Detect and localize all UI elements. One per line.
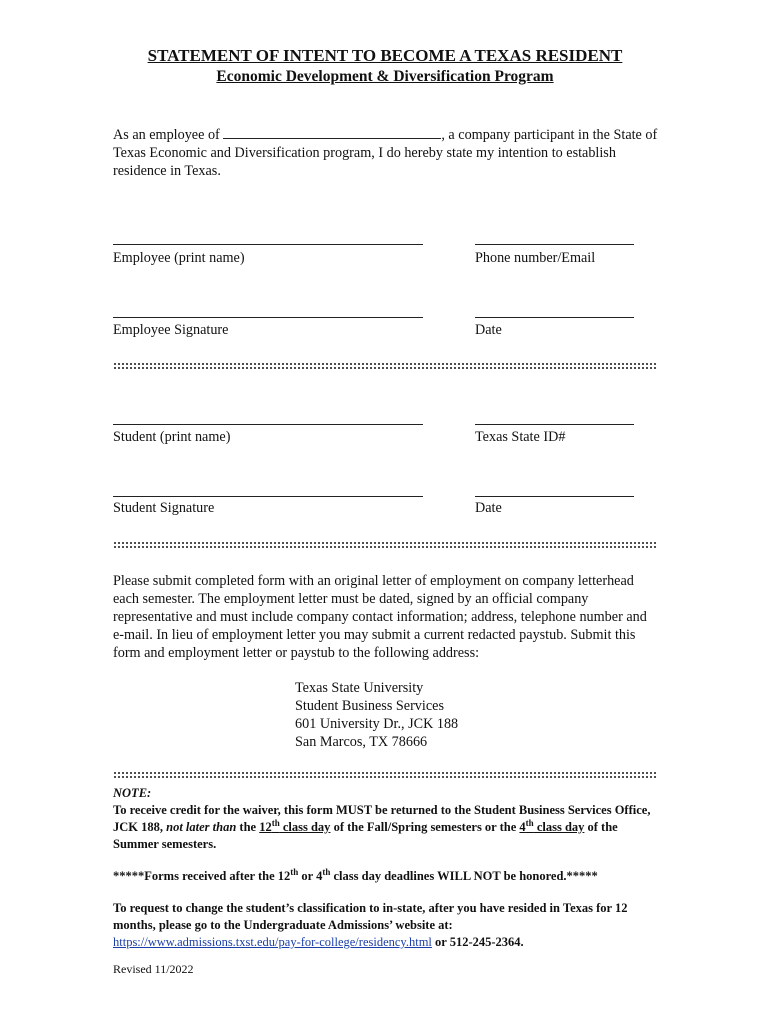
intro-paragraph <box>113 126 673 180</box>
late-forms-warning <box>113 868 658 885</box>
ordinal-suffix: th <box>271 817 280 828</box>
residency-change-text <box>113 900 658 951</box>
employee-name-line[interactable] <box>113 244 423 245</box>
note-text: To receive credit for the waiver, this form MUST be returned to the Student Business Services Office, JCK 188, <box>113 803 651 834</box>
student-date-label: Date <box>475 500 502 516</box>
employee-signature-line[interactable] <box>113 317 423 318</box>
ordinal-suffix: th <box>290 866 299 877</box>
address-line: Texas State University <box>295 680 424 696</box>
address-line: Student Business Services <box>295 698 444 714</box>
student-name-line[interactable] <box>113 424 423 425</box>
section-divider <box>113 541 657 549</box>
ordinal-suffix: th <box>525 817 534 828</box>
phone-number-text: or 512-245-2364. <box>431 935 524 949</box>
employee-date-line[interactable] <box>475 317 634 318</box>
student-date-line[interactable] <box>475 496 634 497</box>
residency-text: To request to change the student’s classification to in-state, after you have resided in Texas for 12 months, please go to the Undergraduate Admissions’ website at: <box>113 901 628 932</box>
warning-text: *****Forms received after the 12 <box>113 869 291 883</box>
summer-deadline <box>519 817 585 834</box>
instructions-paragraph: Please submit completed form with an original letter of employment on company letterhead each semester. The employment letter must be dated, signed by an official company representative and must include company contact information; address, telephone number and e-mail. In lieu of employment letter you may submit a current redacted paystub. Submit this form and employment letter or paystub to the following address: <box>113 573 647 661</box>
intro-text-end: , a company participant in the State of Texas Economic and Diversification program, I do hereby state my intention to establish residence in Texas. <box>113 127 658 179</box>
address-line: San Marcos, TX 78666 <box>295 734 428 750</box>
note-text: of the Summer semesters. <box>113 820 618 851</box>
warning-text: or 4 <box>298 869 323 883</box>
section-divider <box>113 771 657 779</box>
deadline-label: class day <box>533 820 585 834</box>
deadline-label: class day <box>279 820 331 834</box>
ordinal-suffix: th <box>322 866 331 877</box>
residency-website-link[interactable]: https://www.admissions.txst.edu/pay-for-college/residency.html <box>113 935 432 949</box>
note-emphasis: not later than <box>166 820 237 834</box>
deadline-number: 12 <box>259 820 272 834</box>
student-signature-line[interactable] <box>113 496 423 497</box>
mailing-address <box>295 679 458 751</box>
note-block <box>113 785 658 951</box>
note-text: the <box>236 820 260 834</box>
employee-phone-line[interactable] <box>475 244 634 245</box>
address-line: 601 University Dr., JCK 188 <box>295 716 459 732</box>
fall-spring-deadline <box>259 817 331 834</box>
deadline-number: 4 <box>519 820 526 834</box>
student-name-label: Student (print name) <box>113 429 231 445</box>
employee-phone-label: Phone number/Email <box>475 250 596 266</box>
form-subtitle: Economic Development & Diversification Program <box>216 68 554 85</box>
employee-signature-label: Employee Signature <box>113 322 229 338</box>
student-id-line[interactable] <box>475 424 634 425</box>
section-divider <box>113 362 657 370</box>
warning-text: class day deadlines WILL NOT be honored.***** <box>330 869 598 883</box>
note-heading: NOTE: <box>113 786 152 800</box>
note-text: of the Fall/Spring semesters or the <box>330 820 520 834</box>
intro-text-start: As an employee of <box>113 127 220 143</box>
form-title: STATEMENT OF INTENT TO BECOME A TEXAS RESIDENT <box>147 46 623 65</box>
revision-date: Revised 11/2022 <box>113 962 194 976</box>
note-deadline-text <box>113 802 658 853</box>
employee-name-label: Employee (print name) <box>113 250 245 266</box>
student-id-label: Texas State ID# <box>475 429 566 445</box>
employee-date-label: Date <box>475 322 502 338</box>
student-signature-label: Student Signature <box>113 500 215 516</box>
company-name-blank[interactable] <box>223 126 441 139</box>
